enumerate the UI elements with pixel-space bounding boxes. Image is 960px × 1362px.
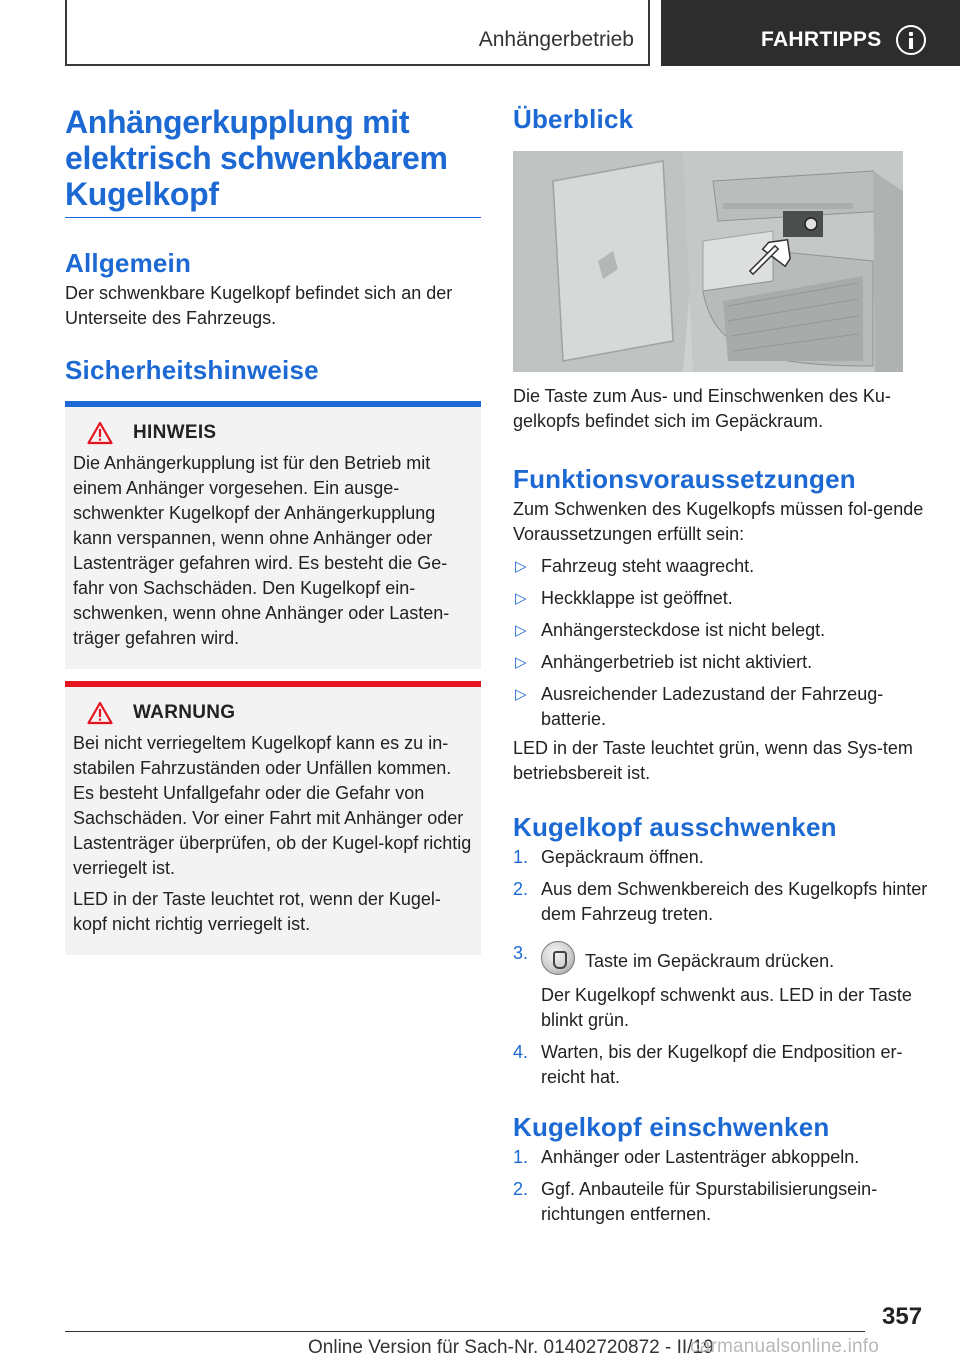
list-item: ▷ Fahrzeug steht waagrecht. xyxy=(513,554,931,579)
list-item: ▷ Anhängersteckdose ist nicht belegt. xyxy=(513,618,931,643)
general-text: Der schwenkbare Kugelkopf befindet sich an der Unterseite des Fahrzeugs. xyxy=(65,283,453,328)
safety-heading: Sicherheitshinweise xyxy=(65,355,319,385)
swing-out-heading: Kugelkopf ausschwenken xyxy=(513,812,837,842)
footer-text: Online Version für Sach-Nr. 01402720872 - II/19 xyxy=(308,1337,714,1358)
trunk-button-photo xyxy=(513,151,903,372)
warning-led-text: LED in der Taste leuchtet rot, wenn der Kugel-kopf nicht richtig verriegelt ist. xyxy=(73,889,441,934)
general-heading: Allgemein xyxy=(65,248,192,278)
triangle-bullet-icon: ▷ xyxy=(515,622,527,639)
left-column xyxy=(65,104,481,955)
requirements-note: LED in der Taste leuchtet grün, wenn das Sys-tem betriebsbereit ist. xyxy=(513,738,913,783)
page-number: 357 xyxy=(882,1303,923,1330)
section-tab xyxy=(661,0,960,66)
requirements-heading: Funktionsvoraussetzungen xyxy=(513,464,856,494)
right-column xyxy=(513,104,931,1227)
list-item: 3. Taste im Gepäckraum drücken. Der Kugelkopf schwenkt aus. LED in der Taste blinkt grün. xyxy=(513,941,931,1033)
notice-box xyxy=(65,401,481,669)
notice-text: Die Anhängerkupplung ist für den Betrieb mit einem Anhänger vorgesehen. Ein ausge-schwenkter Kugelkopf der Anhängerkupplung kann verspannen, wenn ohne Anhänger oder Lastenträger gefahren wird. Es besteht die Ge-fahr von Sachschäden. Den Kugelkopf ein-schwenken, wenn ohne Anhänger oder Lasten-träger gefahren wird. xyxy=(73,453,450,648)
section-title: FAHRTIPPS xyxy=(761,28,882,51)
list-item: 4. Warten, bis der Kugelkopf die Endposition er-reicht hat. xyxy=(513,1042,903,1087)
watermark: carmanualsonline.info xyxy=(690,1336,880,1357)
list-item: 2. Ggf. Anbauteile für Spurstabilisierungsein-richtungen entfernen. xyxy=(513,1179,878,1224)
warning-box xyxy=(65,681,481,955)
list-item: ▷ Heckklappe ist geöffnet. xyxy=(513,586,931,611)
info-icon xyxy=(896,25,926,55)
warning-triangle-icon xyxy=(87,701,113,725)
list-item: 2. Aus dem Schwenkbereich des Kugelkopfs hinter dem Fahrzeug treten. xyxy=(513,879,928,924)
warning-text: Bei nicht verriegeltem Kugelkopf kann es zu in-stabilen Fahrzuständen oder Unfällen kommen. Es besteht Unfallgefahr oder die Gefahr von Sachschäden. Vor einer Fahrt mit Anhänger oder Lastenträger überprüfen, ob der Kugel-kopf richtig verriegelt ist. xyxy=(73,733,472,878)
triangle-bullet-icon: ▷ xyxy=(515,654,527,671)
chapter-title: Anhängerbetrieb xyxy=(478,28,634,51)
overview-heading: Überblick xyxy=(513,104,634,134)
list-item: 1. Anhänger oder Lastenträger abkoppeln. xyxy=(513,1147,860,1167)
requirements-list xyxy=(513,554,931,732)
warning-triangle-icon xyxy=(87,421,113,445)
warning-label: WARNUNG xyxy=(133,702,236,723)
page-title: Anhängerkupplung mit elektrisch schwenkbarem Kugelkopf xyxy=(65,104,448,212)
triangle-bullet-icon: ▷ xyxy=(515,686,527,703)
requirements-intro: Zum Schwenken des Kugelkopfs müssen fol-gende Voraussetzungen erfüllt sein: xyxy=(513,499,924,544)
triangle-bullet-icon: ▷ xyxy=(515,558,527,575)
notice-label: HINWEIS xyxy=(133,422,217,443)
trailer-hitch-button-icon xyxy=(541,941,575,975)
step-result-text: Der Kugelkopf schwenkt aus. LED in der Taste blinkt grün. xyxy=(541,985,912,1030)
page-header xyxy=(0,0,960,66)
triangle-bullet-icon: ▷ xyxy=(515,590,527,607)
swing-out-steps xyxy=(513,845,931,1090)
list-item: ▷ Anhängerbetrieb ist nicht aktiviert. xyxy=(513,650,931,675)
title-divider xyxy=(65,217,481,218)
footer-divider xyxy=(65,1331,865,1332)
swing-in-steps xyxy=(513,1145,931,1227)
swing-in-heading: Kugelkopf einschwenken xyxy=(513,1112,830,1142)
overview-caption: Die Taste zum Aus- und Einschwenken des Ku-gelkopfs befindet sich im Gepäckraum. xyxy=(513,386,891,431)
list-item: 1. Gepäckraum öffnen. xyxy=(513,847,704,867)
list-item: ▷ Ausreichender Ladezustand der Fahrzeug-batterie. xyxy=(515,684,884,729)
chapter-tab xyxy=(65,0,650,66)
